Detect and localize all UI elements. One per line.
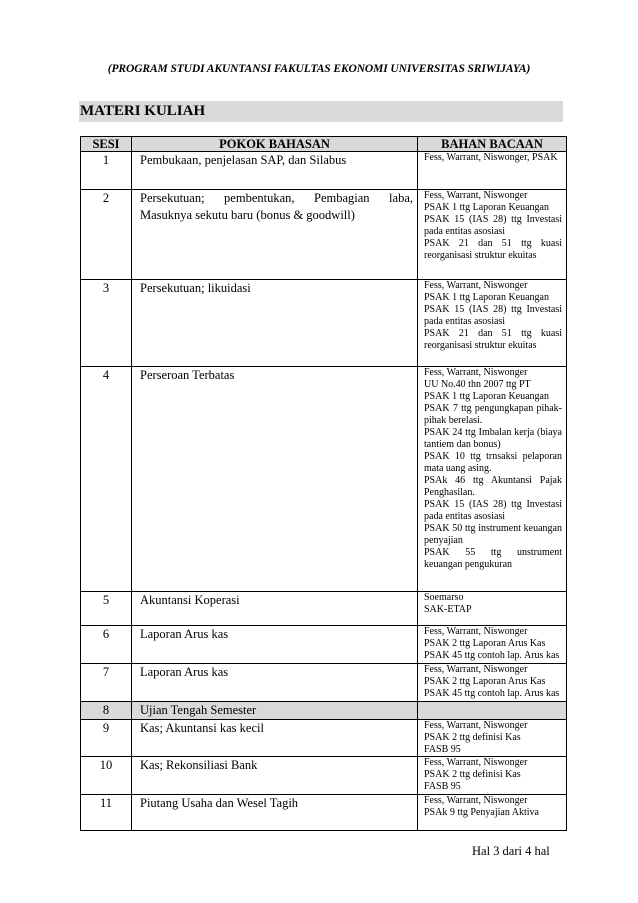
- cell-bahan-bacaan: [418, 795, 567, 831]
- reading-reference: PSAk 9 ttg Penyajian Aktiva: [424, 807, 539, 818]
- table-row: [81, 592, 567, 626]
- cell-bahan-bacaan: [418, 664, 567, 702]
- reading-reference: Fess, Warrant, Niswonger, PSAK: [424, 152, 558, 163]
- reading-reference: PSAK 21 dan 51 ttg kuasi reorganisasi struktur ekuitas: [424, 238, 562, 261]
- cell-pokok-bahasan: Piutang Usaha dan Wesel Tagih: [132, 795, 418, 831]
- reading-reference: PSAK 15 (IAS 28) ttg Investasi pada entitas asosiasi: [424, 499, 562, 522]
- header-bahan-bacaan: BAHAN BACAAN: [418, 137, 567, 152]
- table-row: [81, 664, 567, 702]
- reading-reference: Fess, Warrant, Niswonger: [424, 795, 528, 806]
- reading-reference: Fess, Warrant, Niswonger: [424, 626, 528, 637]
- cell-bahan-bacaan: [418, 757, 567, 795]
- reading-reference: PSAK 2 ttg Laporan Arus Kas: [424, 638, 546, 649]
- reading-reference: PSAK 2 ttg Laporan Arus Kas: [424, 676, 546, 687]
- reading-reference: UU No.40 thn 2007 ttg PT: [424, 379, 531, 390]
- cell-sesi: 6: [81, 626, 132, 664]
- table-row: [81, 626, 567, 664]
- cell-bahan-bacaan: [418, 190, 567, 280]
- cell-bahan-bacaan: [418, 720, 567, 757]
- cell-pokok-bahasan: Akuntansi Koperasi: [132, 592, 418, 626]
- cell-pokok-bahasan: Kas; Rekonsiliasi Bank: [132, 757, 418, 795]
- reading-reference: PSAK 15 (IAS 28) ttg Investasi pada entitas asosiasi: [424, 304, 562, 327]
- page-number: Hal 3 dari 4 hal: [472, 844, 550, 858]
- table-row: [81, 720, 567, 757]
- reading-reference: PSAK 50 ttg instrument keuangan penyajian: [424, 523, 562, 546]
- cell-bahan-bacaan: [418, 280, 567, 367]
- cell-pokok-bahasan: Persekutuan; pembentukan, Pembagian laba, Masuknya sekutu baru (bonus & goodwill): [132, 190, 418, 280]
- table-row: [81, 367, 567, 592]
- reading-reference: SAK-ETAP: [424, 604, 472, 615]
- reading-reference: Fess, Warrant, Niswonger: [424, 367, 528, 378]
- cell-pokok-bahasan: Pembukaan, penjelasan SAP, dan Silabus: [132, 152, 418, 190]
- table-row: [81, 702, 567, 720]
- reading-reference: PSAK 15 (IAS 28) ttg Investasi pada entitas asosiasi: [424, 214, 562, 237]
- table-row: [81, 795, 567, 831]
- cell-sesi: 2: [81, 190, 132, 280]
- cell-sesi: 7: [81, 664, 132, 702]
- table-row: [81, 190, 567, 280]
- header-sesi: SESI: [81, 137, 132, 152]
- materi-table: [80, 136, 567, 831]
- cell-sesi: 5: [81, 592, 132, 626]
- cell-sesi: 3: [81, 280, 132, 367]
- section-title: MATERI KULIAH: [79, 101, 563, 122]
- reading-reference: FASB 95: [424, 744, 461, 755]
- reading-reference: Fess, Warrant, Niswonger: [424, 757, 528, 768]
- reading-reference: PSAK 1 ttg Laporan Keuangan: [424, 292, 549, 303]
- cell-sesi: 4: [81, 367, 132, 592]
- cell-sesi: 9: [81, 720, 132, 757]
- header-pokok-bahasan: POKOK BAHASAN: [132, 137, 418, 152]
- table-header-row: [81, 137, 567, 152]
- reading-reference: Fess, Warrant, Niswonger: [424, 664, 528, 675]
- reading-reference: PSAK 10 ttg trnsaksi pelaporan mata uang asing.: [424, 451, 562, 474]
- cell-pokok-bahasan: Perseroan Terbatas: [132, 367, 418, 592]
- reading-reference: Fess, Warrant, Niswonger: [424, 720, 528, 731]
- reading-reference: PSAK 1 ttg Laporan Keuangan: [424, 391, 549, 402]
- cell-sesi: 10: [81, 757, 132, 795]
- reading-reference: PSAK 2 ttg definisi Kas: [424, 769, 521, 780]
- document-header: (PROGRAM STUDI AKUNTANSI FAKULTAS EKONOMI UNIVERSITAS SRIWIJAYA): [107, 63, 531, 75]
- reading-reference: PSAK 7 ttg pengungkapan pihak-pihak berelasi.: [424, 403, 562, 426]
- reading-reference: PSAK 2 ttg definisi Kas: [424, 732, 521, 743]
- cell-pokok-bahasan: Persekutuan; likuidasi: [132, 280, 418, 367]
- reading-reference: PSAK 21 dan 51 ttg kuasi reorganisasi struktur ekuitas: [424, 328, 562, 351]
- reading-reference: PSAK 55 ttg unstrument keuangan pengukuran: [424, 547, 562, 570]
- table-row: [81, 757, 567, 795]
- cell-bahan-bacaan: [418, 367, 567, 592]
- reading-reference: FASB 95: [424, 781, 461, 792]
- reading-reference: Fess, Warrant, Niswonger: [424, 280, 528, 291]
- cell-pokok-bahasan: Laporan Arus kas: [132, 626, 418, 664]
- cell-bahan-bacaan: [418, 626, 567, 664]
- cell-sesi: 1: [81, 152, 132, 190]
- cell-bahan-bacaan: [418, 152, 567, 190]
- cell-bahan-bacaan: [418, 592, 567, 626]
- cell-pokok-bahasan: Kas; Akuntansi kas kecil: [132, 720, 418, 757]
- reading-reference: PSAK 45 ttg contoh lap. Arus kas: [424, 688, 560, 699]
- cell-sesi: 8: [81, 702, 132, 720]
- reading-reference: PSAK 1 ttg Laporan Keuangan: [424, 202, 549, 213]
- reading-reference: PSAK 24 ttg Imbalan kerja (biaya tantiem dan bonus): [424, 427, 562, 450]
- table-row: [81, 280, 567, 367]
- table-row: [81, 152, 567, 190]
- reading-reference: PSAk 46 ttg Akuntansi Pajak Penghasilan.: [424, 475, 562, 498]
- cell-pokok-bahasan: Ujian Tengah Semester: [132, 702, 418, 720]
- reading-reference: Fess, Warrant, Niswonger: [424, 190, 528, 201]
- cell-bahan-bacaan: [418, 702, 567, 720]
- reading-reference: PSAK 45 ttg contoh lap. Arus kas: [424, 650, 560, 661]
- cell-sesi: 11: [81, 795, 132, 831]
- cell-pokok-bahasan: Laporan Arus kas: [132, 664, 418, 702]
- reading-reference: Soemarso: [424, 592, 464, 603]
